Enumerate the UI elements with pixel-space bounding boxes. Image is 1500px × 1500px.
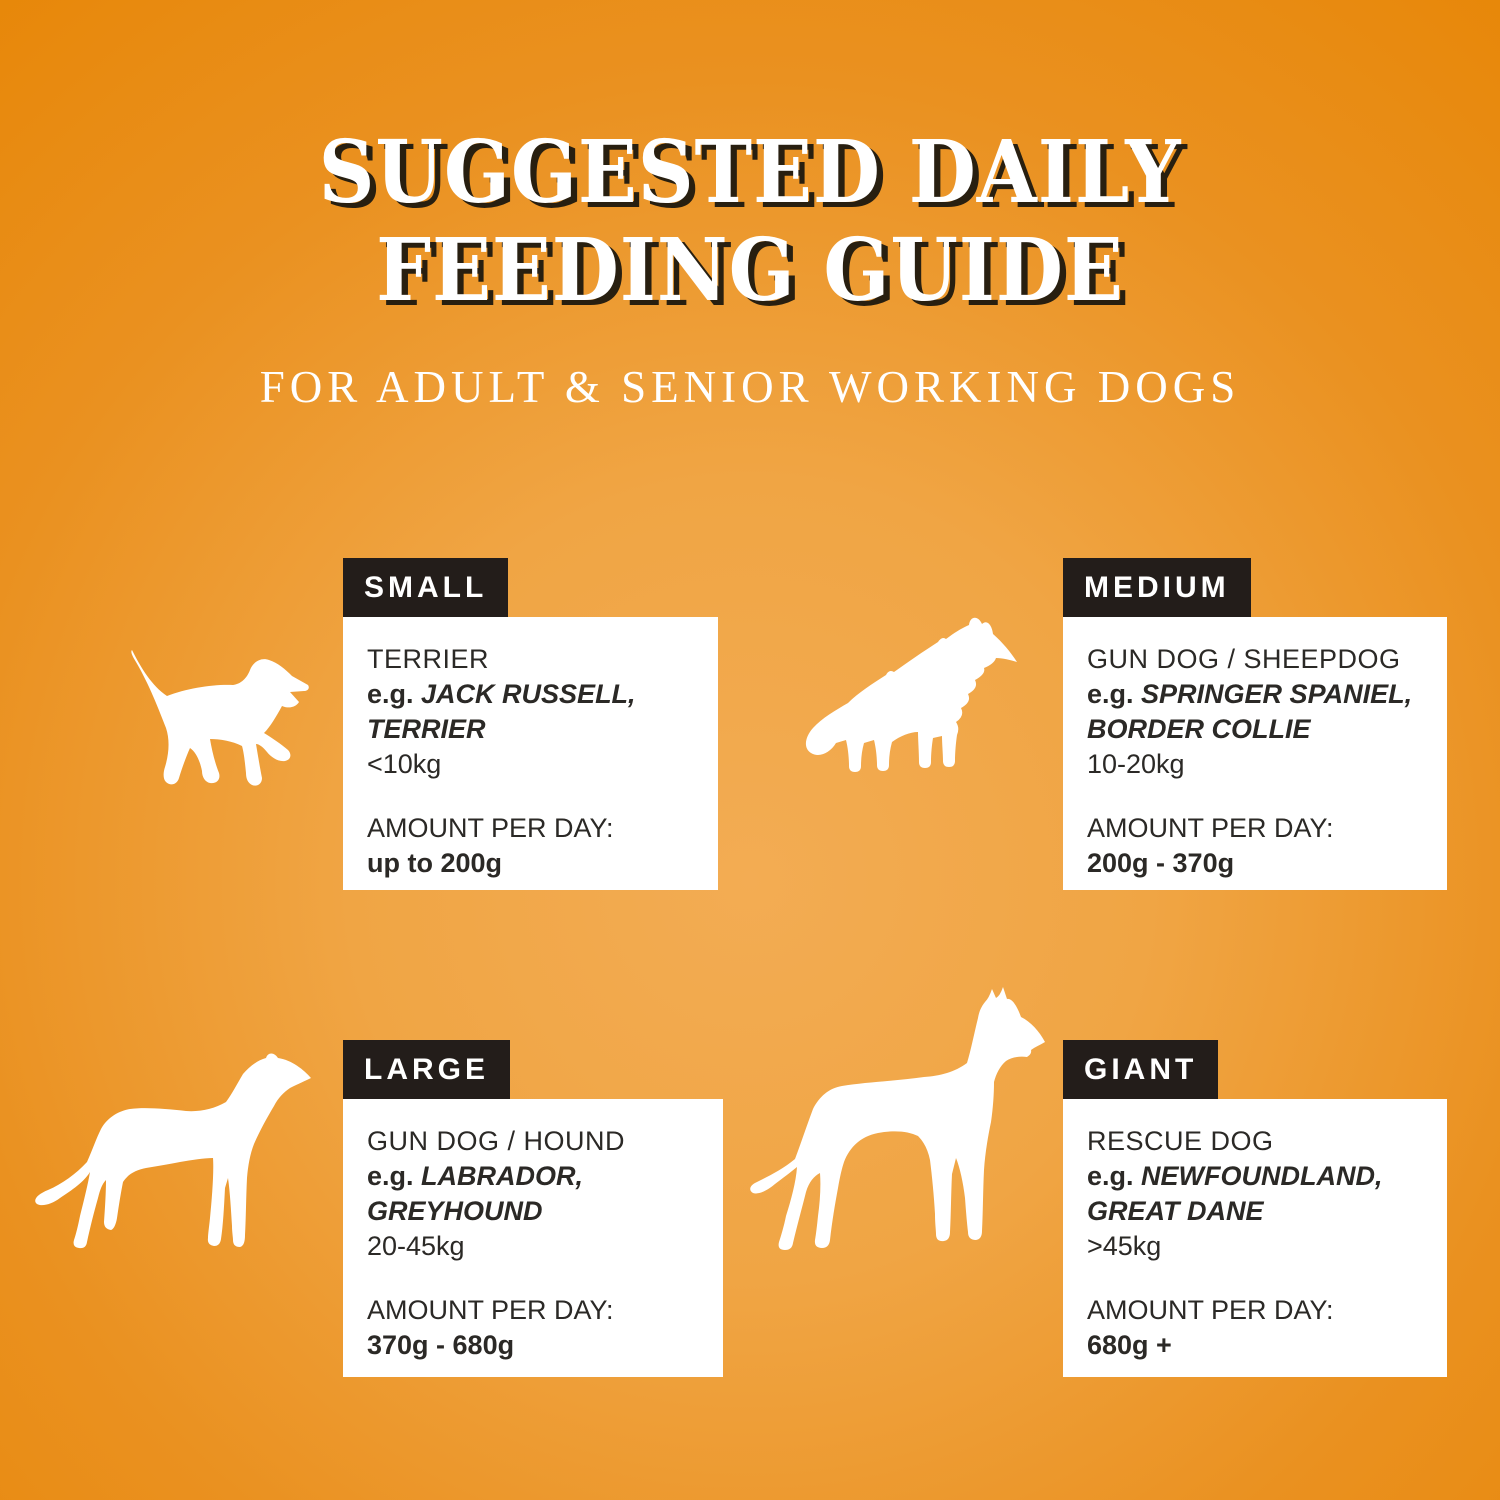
amount-per-day-label: AMOUNT PER DAY:: [367, 1295, 614, 1325]
breed-examples-line1: [367, 1159, 699, 1194]
breed-name: GUN DOG / SHEEPDOG: [1087, 644, 1401, 674]
eg-prefix: e.g.: [1087, 1161, 1134, 1191]
card-small-size-label: SMALL: [343, 558, 508, 617]
breed-examples-line2: [1087, 1194, 1423, 1229]
terrier-silhouette-icon: [118, 640, 320, 790]
spacer: [1087, 782, 1423, 811]
card-medium: [1063, 558, 1447, 890]
example-breeds: TERRIER: [367, 714, 486, 744]
spacer: [367, 782, 694, 811]
card-giant-body: [1063, 1099, 1447, 1377]
breed-examples-line1: [367, 677, 694, 712]
amount-value: 370g - 680g: [367, 1330, 515, 1360]
card-giant-size-label: GIANT: [1063, 1040, 1218, 1099]
spacer: [367, 1264, 699, 1293]
card-small: [343, 558, 718, 890]
eg-prefix: e.g.: [367, 679, 414, 709]
amount-per-day-label: AMOUNT PER DAY:: [367, 813, 614, 843]
breed-examples-line1: [1087, 677, 1423, 712]
example-breeds: NEWFOUNDLAND,: [1141, 1161, 1383, 1191]
spacer: [1087, 1264, 1423, 1293]
amount-per-day-label: AMOUNT PER DAY:: [1087, 1295, 1334, 1325]
card-large-body: [343, 1099, 723, 1377]
card-giant: [1063, 1040, 1447, 1377]
breed-name: RESCUE DOG: [1087, 1126, 1274, 1156]
breed-examples-line2: [367, 1194, 699, 1229]
weight-range: <10kg: [367, 749, 442, 779]
title-line-1: SUGGESTED DAILY: [318, 122, 1182, 223]
breed-name: GUN DOG / HOUND: [367, 1126, 626, 1156]
example-breeds: GREYHOUND: [367, 1196, 543, 1226]
breed-examples-line1: [1087, 1159, 1423, 1194]
title-line-2: FEEDING GUIDE: [376, 220, 1124, 321]
weight-range: 10-20kg: [1087, 749, 1185, 779]
page-subtitle: FOR ADULT & SENIOR WORKING DOGS: [259, 362, 1241, 412]
amount-value: up to 200g: [367, 848, 503, 878]
card-large: [343, 1040, 723, 1377]
example-breeds: LABRADOR,: [421, 1161, 584, 1191]
weight-range: >45kg: [1087, 1231, 1162, 1261]
card-small-body: [343, 617, 718, 890]
greyhound-silhouette-icon: [28, 1048, 318, 1253]
breed-examples-line2: [1087, 712, 1423, 747]
card-large-size-label: LARGE: [343, 1040, 510, 1099]
breed-examples-line2: [367, 712, 694, 747]
card-medium-body: [1063, 617, 1447, 890]
amount-value: 200g - 370g: [1087, 848, 1235, 878]
breed-name: TERRIER: [367, 644, 490, 674]
amount-value: 680g +: [1087, 1330, 1172, 1360]
example-breeds: BORDER COLLIE: [1087, 714, 1311, 744]
card-medium-size-label: MEDIUM: [1063, 558, 1251, 617]
example-breeds: JACK RUSSELL,: [421, 679, 636, 709]
amount-per-day-label: AMOUNT PER DAY:: [1087, 813, 1334, 843]
sheepdog-silhouette-icon: [800, 612, 1034, 774]
example-breeds: GREAT DANE: [1087, 1196, 1264, 1226]
eg-prefix: e.g.: [367, 1161, 414, 1191]
example-breeds: SPRINGER SPANIEL,: [1141, 679, 1413, 709]
page-title: [0, 124, 1500, 320]
eg-prefix: e.g.: [1087, 679, 1134, 709]
weight-range: 20-45kg: [367, 1231, 465, 1261]
great-dane-silhouette-icon: [744, 984, 1050, 1254]
